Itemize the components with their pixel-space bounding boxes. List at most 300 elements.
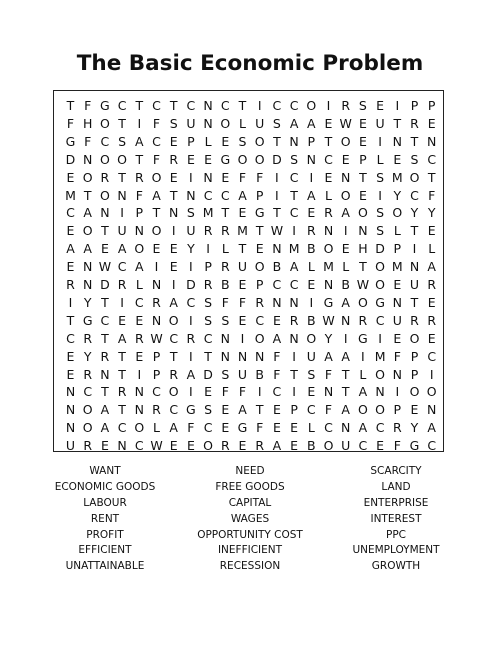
grid-letter[interactable]: I: [189, 169, 193, 185]
grid-letter[interactable]: N: [220, 348, 230, 364]
grid-letter[interactable]: N: [117, 187, 127, 203]
grid-letter[interactable]: R: [100, 348, 110, 364]
grid-letter[interactable]: O: [357, 294, 368, 310]
grid-letter[interactable]: E: [272, 402, 281, 418]
grid-letter[interactable]: L: [393, 223, 401, 239]
grid-letter[interactable]: O: [99, 151, 110, 167]
grid-letter[interactable]: M: [202, 205, 214, 221]
grid-letter[interactable]: F: [256, 169, 264, 185]
grid-letter[interactable]: O: [254, 133, 265, 149]
grid-letter[interactable]: H: [82, 115, 93, 131]
grid-letter[interactable]: F: [324, 366, 333, 382]
grid-letter[interactable]: O: [151, 223, 162, 239]
grid-letter[interactable]: C: [289, 98, 299, 113]
grid-letter[interactable]: R: [289, 312, 299, 328]
grid-letter[interactable]: T: [118, 366, 126, 382]
grid-letter[interactable]: L: [135, 277, 143, 292]
grid-letter[interactable]: C: [203, 330, 213, 346]
grid-letter[interactable]: S: [376, 169, 385, 185]
grid-letter[interactable]: L: [376, 151, 384, 167]
grid-letter[interactable]: E: [290, 420, 299, 436]
grid-letter[interactable]: T: [410, 133, 419, 149]
grid-letter[interactable]: E: [66, 223, 75, 239]
grid-letter[interactable]: D: [272, 151, 282, 167]
grid-letter[interactable]: T: [118, 115, 126, 131]
grid-letter[interactable]: B: [307, 241, 316, 257]
grid-letter[interactable]: H: [358, 241, 368, 257]
grid-letter[interactable]: P: [152, 348, 161, 364]
grid-letter[interactable]: R: [117, 384, 127, 400]
grid-letter[interactable]: T: [341, 366, 350, 382]
grid-letter[interactable]: A: [341, 348, 350, 364]
grid-letter[interactable]: O: [340, 133, 351, 149]
grid-letter[interactable]: L: [204, 133, 212, 149]
grid-letter[interactable]: E: [100, 241, 109, 257]
grid-letter[interactable]: C: [324, 151, 333, 167]
grid-letter[interactable]: L: [359, 366, 367, 382]
grid-letter[interactable]: T: [290, 366, 298, 382]
grid-letter[interactable]: R: [427, 277, 437, 292]
grid-letter[interactable]: C: [220, 187, 230, 203]
grid-letter[interactable]: M: [323, 259, 334, 275]
grid-letter[interactable]: E: [221, 169, 230, 185]
grid-letter[interactable]: U: [65, 438, 76, 454]
grid-letter[interactable]: N: [65, 420, 76, 436]
grid-letter[interactable]: E: [427, 294, 436, 310]
grid-letter[interactable]: S: [204, 402, 213, 418]
grid-letter[interactable]: E: [376, 98, 385, 113]
grid-letter[interactable]: N: [341, 420, 351, 436]
grid-letter[interactable]: O: [375, 277, 386, 292]
grid-letter[interactable]: I: [292, 348, 296, 364]
grid-letter[interactable]: D: [65, 151, 76, 167]
grid-letter[interactable]: Y: [410, 205, 419, 221]
grid-letter[interactable]: R: [410, 312, 419, 328]
grid-letter[interactable]: A: [169, 420, 178, 436]
grid-letter[interactable]: F: [187, 420, 195, 436]
grid-letter[interactable]: I: [189, 348, 193, 364]
grid-letter[interactable]: N: [65, 384, 76, 400]
grid-letter[interactable]: L: [307, 420, 315, 436]
grid-letter[interactable]: S: [118, 133, 127, 149]
grid-letter[interactable]: N: [220, 330, 230, 346]
grid-letter[interactable]: B: [255, 366, 264, 382]
grid-letter[interactable]: I: [343, 330, 348, 346]
grid-letter[interactable]: T: [66, 98, 75, 113]
grid-letter[interactable]: T: [118, 348, 126, 364]
grid-letter[interactable]: C: [169, 402, 179, 418]
grid-letter[interactable]: C: [289, 277, 299, 292]
grid-letter[interactable]: E: [66, 169, 75, 185]
grid-letter[interactable]: C: [100, 312, 110, 328]
grid-letter[interactable]: T: [152, 205, 161, 221]
grid-letter[interactable]: C: [272, 384, 282, 400]
grid-letter[interactable]: R: [203, 277, 213, 292]
grid-letter[interactable]: N: [100, 205, 110, 221]
grid-letter[interactable]: E: [118, 312, 127, 328]
grid-letter[interactable]: T: [204, 348, 212, 364]
grid-letter[interactable]: A: [307, 115, 316, 131]
grid-letter[interactable]: E: [66, 366, 75, 382]
grid-letter[interactable]: O: [254, 151, 265, 167]
grid-letter[interactable]: E: [221, 420, 230, 436]
grid-letter[interactable]: I: [137, 115, 142, 131]
grid-letter[interactable]: P: [255, 187, 264, 203]
grid-letter[interactable]: C: [410, 187, 419, 203]
grid-letter[interactable]: L: [428, 241, 436, 257]
grid-letter[interactable]: R: [203, 223, 213, 239]
grid-letter[interactable]: C: [66, 205, 75, 221]
grid-letter[interactable]: A: [341, 294, 350, 310]
grid-letter[interactable]: O: [168, 384, 179, 400]
grid-letter[interactable]: E: [307, 384, 316, 400]
grid-letter[interactable]: O: [82, 420, 93, 436]
grid-letter[interactable]: C: [324, 420, 333, 436]
grid-letter[interactable]: Y: [410, 420, 419, 436]
grid-letter[interactable]: T: [118, 402, 126, 418]
grid-letter[interactable]: I: [395, 384, 400, 400]
grid-letter[interactable]: U: [341, 438, 351, 454]
grid-letter[interactable]: R: [255, 438, 265, 454]
grid-letter[interactable]: E: [66, 348, 75, 364]
grid-letter[interactable]: A: [117, 330, 127, 346]
grid-letter[interactable]: G: [375, 294, 385, 310]
grid-letter[interactable]: E: [238, 438, 247, 454]
grid-letter[interactable]: S: [204, 312, 213, 328]
grid-letter[interactable]: F: [238, 169, 247, 185]
grid-letter[interactable]: N: [427, 133, 437, 149]
grid-letter[interactable]: A: [100, 420, 110, 436]
grid-letter[interactable]: E: [204, 384, 213, 400]
grid-letter[interactable]: O: [426, 384, 437, 400]
grid-letter[interactable]: E: [307, 277, 316, 292]
grid-letter[interactable]: I: [292, 384, 296, 400]
grid-letter[interactable]: C: [358, 438, 368, 454]
grid-letter[interactable]: T: [135, 98, 144, 113]
grid-letter[interactable]: U: [237, 259, 248, 275]
grid-letter[interactable]: I: [240, 330, 245, 346]
grid-letter[interactable]: T: [118, 169, 126, 185]
grid-letter[interactable]: C: [375, 420, 385, 436]
grid-letter[interactable]: E: [427, 223, 436, 239]
grid-letter[interactable]: I: [189, 259, 193, 275]
grid-letter[interactable]: N: [134, 223, 144, 239]
grid-letter[interactable]: T: [135, 151, 144, 167]
grid-letter[interactable]: C: [152, 133, 161, 149]
grid-letter[interactable]: S: [204, 294, 213, 310]
grid-letter[interactable]: N: [427, 402, 437, 418]
grid-letter[interactable]: R: [341, 98, 351, 113]
grid-letter[interactable]: B: [272, 259, 282, 275]
grid-letter[interactable]: S: [290, 151, 299, 167]
grid-letter[interactable]: P: [187, 133, 195, 149]
grid-letter[interactable]: T: [255, 223, 264, 239]
grid-letter[interactable]: Y: [187, 241, 195, 257]
grid-letter[interactable]: R: [410, 115, 419, 131]
grid-letter[interactable]: R: [255, 294, 265, 310]
grid-letter[interactable]: P: [410, 348, 419, 364]
grid-letter[interactable]: N: [237, 348, 248, 364]
grid-letter[interactable]: O: [82, 402, 93, 418]
grid-letter[interactable]: W: [339, 115, 352, 131]
grid-letter[interactable]: E: [358, 133, 367, 149]
grid-letter[interactable]: M: [391, 169, 403, 185]
grid-letter[interactable]: T: [341, 384, 350, 400]
grid-letter[interactable]: T: [273, 205, 281, 221]
grid-letter[interactable]: D: [375, 241, 385, 257]
grid-letter[interactable]: I: [378, 330, 382, 346]
grid-letter[interactable]: G: [100, 98, 110, 113]
grid-letter[interactable]: E: [66, 259, 75, 275]
grid-letter[interactable]: E: [169, 438, 178, 454]
grid-letter[interactable]: R: [306, 223, 316, 239]
grid-letter[interactable]: I: [275, 187, 279, 203]
grid-letter[interactable]: A: [272, 330, 282, 346]
grid-letter[interactable]: O: [254, 259, 265, 275]
grid-letter[interactable]: N: [323, 223, 334, 239]
grid-letter[interactable]: P: [255, 277, 264, 292]
grid-letter[interactable]: L: [239, 115, 246, 131]
grid-letter[interactable]: I: [343, 223, 348, 239]
grid-letter[interactable]: O: [237, 151, 248, 167]
grid-letter[interactable]: T: [169, 98, 178, 113]
grid-letter[interactable]: A: [83, 205, 92, 221]
grid-letter[interactable]: I: [412, 241, 417, 257]
grid-letter[interactable]: P: [410, 366, 419, 382]
grid-letter[interactable]: I: [257, 98, 262, 113]
grid-letter[interactable]: C: [117, 98, 127, 113]
grid-letter[interactable]: C: [427, 151, 437, 167]
grid-letter[interactable]: T: [393, 115, 402, 131]
grid-letter[interactable]: A: [238, 402, 247, 418]
grid-letter[interactable]: R: [83, 330, 93, 346]
grid-letter[interactable]: C: [289, 169, 299, 185]
grid-letter[interactable]: T: [169, 348, 178, 364]
grid-letter[interactable]: N: [392, 366, 402, 382]
grid-letter[interactable]: R: [117, 277, 127, 292]
grid-letter[interactable]: I: [395, 98, 400, 113]
grid-letter[interactable]: O: [254, 330, 265, 346]
grid-letter[interactable]: N: [289, 133, 299, 149]
grid-letter[interactable]: T: [66, 312, 75, 328]
grid-letter[interactable]: T: [410, 294, 419, 310]
grid-letter[interactable]: E: [290, 438, 299, 454]
grid-letter[interactable]: O: [306, 98, 317, 113]
grid-letter[interactable]: E: [238, 312, 247, 328]
grid-letter[interactable]: F: [238, 384, 247, 400]
grid-letter[interactable]: T: [255, 402, 264, 418]
grid-letter[interactable]: C: [134, 294, 144, 310]
grid-letter[interactable]: O: [82, 169, 93, 185]
grid-letter[interactable]: N: [255, 348, 265, 364]
grid-letter[interactable]: O: [168, 312, 179, 328]
grid-letter[interactable]: E: [410, 402, 419, 418]
grid-letter[interactable]: C: [186, 98, 196, 113]
grid-letter[interactable]: R: [186, 330, 196, 346]
grid-letter[interactable]: I: [361, 348, 365, 364]
grid-letter[interactable]: C: [289, 205, 299, 221]
grid-letter[interactable]: M: [288, 241, 300, 257]
grid-letter[interactable]: A: [289, 115, 299, 131]
grid-letter[interactable]: S: [221, 312, 230, 328]
grid-letter[interactable]: O: [220, 115, 231, 131]
grid-letter[interactable]: O: [340, 187, 351, 203]
grid-letter[interactable]: L: [342, 259, 350, 275]
grid-letter[interactable]: N: [151, 277, 162, 292]
grid-letter[interactable]: N: [392, 133, 402, 149]
grid-letter[interactable]: E: [272, 420, 281, 436]
grid-letter[interactable]: T: [101, 294, 109, 310]
grid-letter[interactable]: S: [307, 366, 316, 382]
grid-letter[interactable]: A: [358, 384, 368, 400]
grid-letter[interactable]: C: [427, 348, 437, 364]
grid-letter[interactable]: T: [290, 187, 298, 203]
grid-letter[interactable]: E: [169, 169, 178, 185]
grid-letter[interactable]: I: [309, 169, 314, 185]
grid-letter[interactable]: F: [84, 133, 92, 149]
grid-letter[interactable]: A: [169, 294, 178, 310]
grid-letter[interactable]: W: [150, 438, 163, 454]
grid-letter[interactable]: G: [409, 438, 420, 454]
grid-letter[interactable]: A: [427, 259, 436, 275]
grid-letter[interactable]: F: [221, 294, 229, 310]
grid-letter[interactable]: E: [341, 241, 350, 257]
grid-letter[interactable]: E: [307, 205, 316, 221]
grid-letter[interactable]: S: [358, 98, 367, 113]
grid-letter[interactable]: O: [134, 241, 145, 257]
grid-letter[interactable]: L: [153, 420, 160, 436]
grid-letter[interactable]: C: [220, 98, 230, 113]
grid-letter[interactable]: N: [83, 277, 93, 292]
grid-letter[interactable]: P: [393, 241, 402, 257]
grid-letter[interactable]: N: [203, 115, 213, 131]
grid-letter[interactable]: O: [409, 169, 420, 185]
grid-letter[interactable]: N: [100, 366, 110, 382]
grid-letter[interactable]: N: [203, 169, 213, 185]
grid-letter[interactable]: P: [359, 151, 367, 167]
grid-letter[interactable]: T: [83, 187, 92, 203]
grid-letter[interactable]: R: [134, 330, 144, 346]
grid-letter[interactable]: U: [186, 223, 196, 239]
grid-letter[interactable]: N: [341, 169, 351, 185]
grid-letter[interactable]: F: [324, 402, 333, 418]
grid-letter[interactable]: O: [99, 187, 110, 203]
grid-letter[interactable]: F: [393, 438, 401, 454]
grid-letter[interactable]: I: [189, 384, 193, 400]
grid-letter[interactable]: I: [275, 169, 279, 185]
grid-letter[interactable]: L: [307, 259, 315, 275]
grid-letter[interactable]: S: [376, 205, 385, 221]
grid-letter[interactable]: R: [152, 402, 161, 418]
grid-letter[interactable]: E: [376, 438, 385, 454]
grid-letter[interactable]: P: [135, 205, 144, 221]
grid-letter[interactable]: G: [358, 330, 368, 346]
grid-letter[interactable]: F: [273, 366, 281, 382]
grid-letter[interactable]: O: [134, 420, 145, 436]
grid-letter[interactable]: U: [392, 312, 402, 328]
grid-letter[interactable]: P: [427, 98, 436, 113]
grid-letter[interactable]: T: [221, 205, 230, 221]
grid-letter[interactable]: I: [326, 98, 331, 113]
grid-letter[interactable]: U: [375, 115, 385, 131]
grid-letter[interactable]: R: [100, 169, 110, 185]
grid-letter[interactable]: R: [220, 259, 230, 275]
grid-letter[interactable]: U: [409, 277, 420, 292]
grid-letter[interactable]: E: [135, 312, 144, 328]
grid-letter[interactable]: G: [65, 133, 76, 149]
grid-letter[interactable]: C: [375, 312, 385, 328]
grid-letter[interactable]: O: [375, 259, 386, 275]
grid-letter[interactable]: R: [169, 366, 179, 382]
grid-letter[interactable]: M: [237, 223, 248, 239]
grid-letter[interactable]: G: [237, 420, 248, 436]
grid-letter[interactable]: F: [393, 348, 401, 364]
grid-letter[interactable]: N: [186, 187, 196, 203]
grid-letter[interactable]: A: [186, 366, 196, 382]
grid-letter[interactable]: I: [292, 223, 296, 239]
grid-letter[interactable]: I: [189, 312, 193, 328]
grid-letter[interactable]: O: [151, 169, 162, 185]
grid-letter[interactable]: E: [152, 241, 161, 257]
grid-letter[interactable]: E: [393, 151, 402, 167]
grid-letter[interactable]: I: [257, 384, 262, 400]
grid-letter[interactable]: M: [374, 348, 386, 364]
grid-letter[interactable]: C: [83, 384, 93, 400]
grid-letter[interactable]: T: [359, 259, 367, 275]
grid-letter[interactable]: E: [427, 330, 436, 346]
grid-letter[interactable]: F: [221, 384, 229, 400]
grid-letter[interactable]: W: [270, 223, 284, 239]
grid-letter[interactable]: E: [169, 133, 178, 149]
grid-letter[interactable]: L: [325, 187, 332, 203]
grid-letter[interactable]: R: [324, 205, 333, 221]
grid-letter[interactable]: N: [83, 259, 93, 275]
grid-letter[interactable]: E: [135, 348, 144, 364]
grid-letter[interactable]: N: [272, 241, 282, 257]
grid-letter[interactable]: C: [306, 402, 316, 418]
grid-letter[interactable]: B: [307, 312, 316, 328]
grid-letter[interactable]: D: [203, 366, 213, 382]
grid-letter[interactable]: U: [117, 223, 127, 239]
grid-letter[interactable]: I: [137, 366, 142, 382]
grid-letter[interactable]: N: [151, 312, 162, 328]
grid-letter[interactable]: B: [341, 277, 350, 292]
grid-letter[interactable]: O: [409, 384, 420, 400]
grid-letter[interactable]: T: [273, 133, 281, 149]
grid-letter[interactable]: G: [82, 312, 93, 328]
grid-letter[interactable]: F: [135, 187, 143, 203]
grid-letter[interactable]: N: [272, 294, 282, 310]
grid-letter[interactable]: G: [220, 151, 231, 167]
grid-letter[interactable]: F: [84, 98, 92, 113]
grid-letter[interactable]: C: [272, 98, 282, 113]
grid-letter[interactable]: E: [238, 205, 247, 221]
grid-letter[interactable]: N: [289, 330, 299, 346]
grid-letter[interactable]: C: [186, 294, 196, 310]
grid-letter[interactable]: W: [150, 330, 163, 346]
grid-letter[interactable]: U: [306, 348, 316, 364]
grid-letter[interactable]: C: [203, 187, 213, 203]
grid-letter[interactable]: I: [378, 133, 382, 149]
grid-letter[interactable]: O: [375, 366, 386, 382]
grid-letter[interactable]: G: [254, 205, 265, 221]
grid-letter[interactable]: E: [393, 277, 402, 292]
grid-letter[interactable]: F: [238, 294, 247, 310]
grid-letter[interactable]: C: [203, 420, 213, 436]
grid-letter[interactable]: E: [221, 402, 230, 418]
grid-letter[interactable]: R: [66, 277, 75, 292]
grid-letter[interactable]: E: [341, 151, 350, 167]
